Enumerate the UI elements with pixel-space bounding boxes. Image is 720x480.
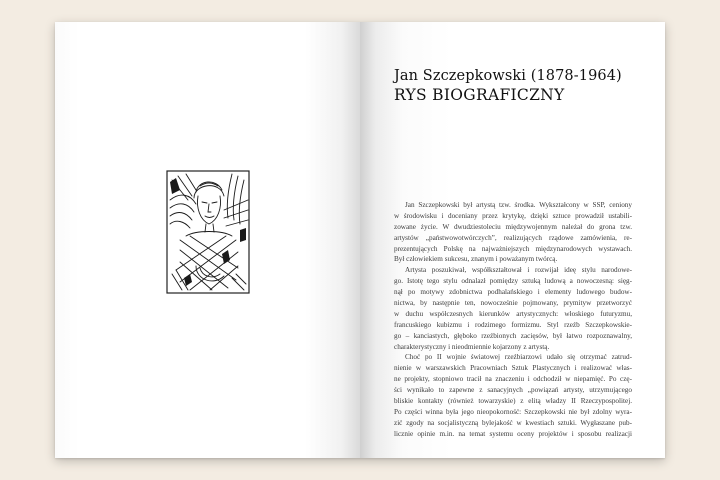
chapter-title: Jan Szczepkowski (1878-1964) <box>394 68 622 84</box>
text-line: charakterystyczny i nieodmiennie kojarzony z artystą. <box>394 342 550 351</box>
paragraph-1 <box>394 200 632 265</box>
paragraph-2 <box>394 265 632 352</box>
text-line: zowane życie. W dwudziestoleciu międzywojennym należał do grona tzw. <box>394 222 632 231</box>
text-line: Był człowiekiem sukcesu, znanym i poważanym twórcą. <box>394 255 558 264</box>
text-line: w duchu współczesnych kierunków artystycznych: włoskiego futuryzmu, <box>394 309 632 318</box>
text-line: w środowisku i doceniany przez krytykę, dzięki sztuce prowadził ustabili- <box>394 211 632 220</box>
text-line: go – kanciastych, głęboko rzeźbionych zacięsów, był łatwo rozpoznawalny, <box>394 331 632 340</box>
text-line: nictwa, by następnie ten, nowocześnie pojmowany, prymityw przetworzyć <box>394 299 632 308</box>
text-line: Artysta poszukiwał, współkształtował i rozwijał ideę stylu narodowe- <box>405 266 632 275</box>
right-page <box>360 22 665 458</box>
text-line: ne projekty, stopniowo tracił na znaczeniu i odchodził w niepamięć. Po czę- <box>394 375 632 384</box>
art-deco-woman-face-engraving-icon <box>166 170 250 294</box>
text-line: zić zgody na socjalistyczną bylejakość w kwestiach sztuki. Wygłaszane pub- <box>394 418 632 427</box>
text-line: ści wynikało to zapewne z sanacyjnych „powiązań artysty, utrzymującego <box>394 386 632 395</box>
text-line: nął po motywy zdobnictwa podhalańskiego i elementy ludowego budow- <box>394 288 632 297</box>
text-line: artystów „państwowotwórczych”, realizujących rządowe zamówienia, re- <box>394 233 632 242</box>
open-book <box>55 22 665 458</box>
chapter-subtitle: RYS BIOGRAFICZNY <box>394 86 565 104</box>
paragraph-3 <box>394 352 632 439</box>
left-page <box>55 22 360 458</box>
text-line: francuskiego kubizmu i rodzimego formizmu. Styl rzeźb Szczepkowskie- <box>394 320 632 329</box>
text-line: nienie w warszawskich Pracowniach Sztuk Plastycznych i realizować włas- <box>394 364 632 373</box>
text-line: Jan Szczepkowski był artystą tzw. środka. Wykształcony w SSP, ceniony <box>405 201 632 209</box>
body-text <box>394 200 632 440</box>
text-line: go. Istotę tego stylu odnalazł pomiędzy sztuką ludową a nowoczesną: sięg- <box>394 277 632 286</box>
text-line: prezentujących Polskę na najważniejszych międzynarodowych wystawach. <box>394 244 632 253</box>
text-line: Po części winna była jego nieopokorność: Szczepkowski nie był zdolny wyra- <box>394 407 632 416</box>
text-line: licznie opinie m.in. na temat systemu oceny projektów i sposobu realizacji <box>394 429 632 438</box>
text-line: bliskie kontakty (również towarzyskie) z elitą władzy II Rzeczypospolitej. <box>394 397 632 406</box>
text-line: Choć po II wojnie światowej rzeźbiarzowi udało się otrzymać zatrud- <box>405 353 632 362</box>
